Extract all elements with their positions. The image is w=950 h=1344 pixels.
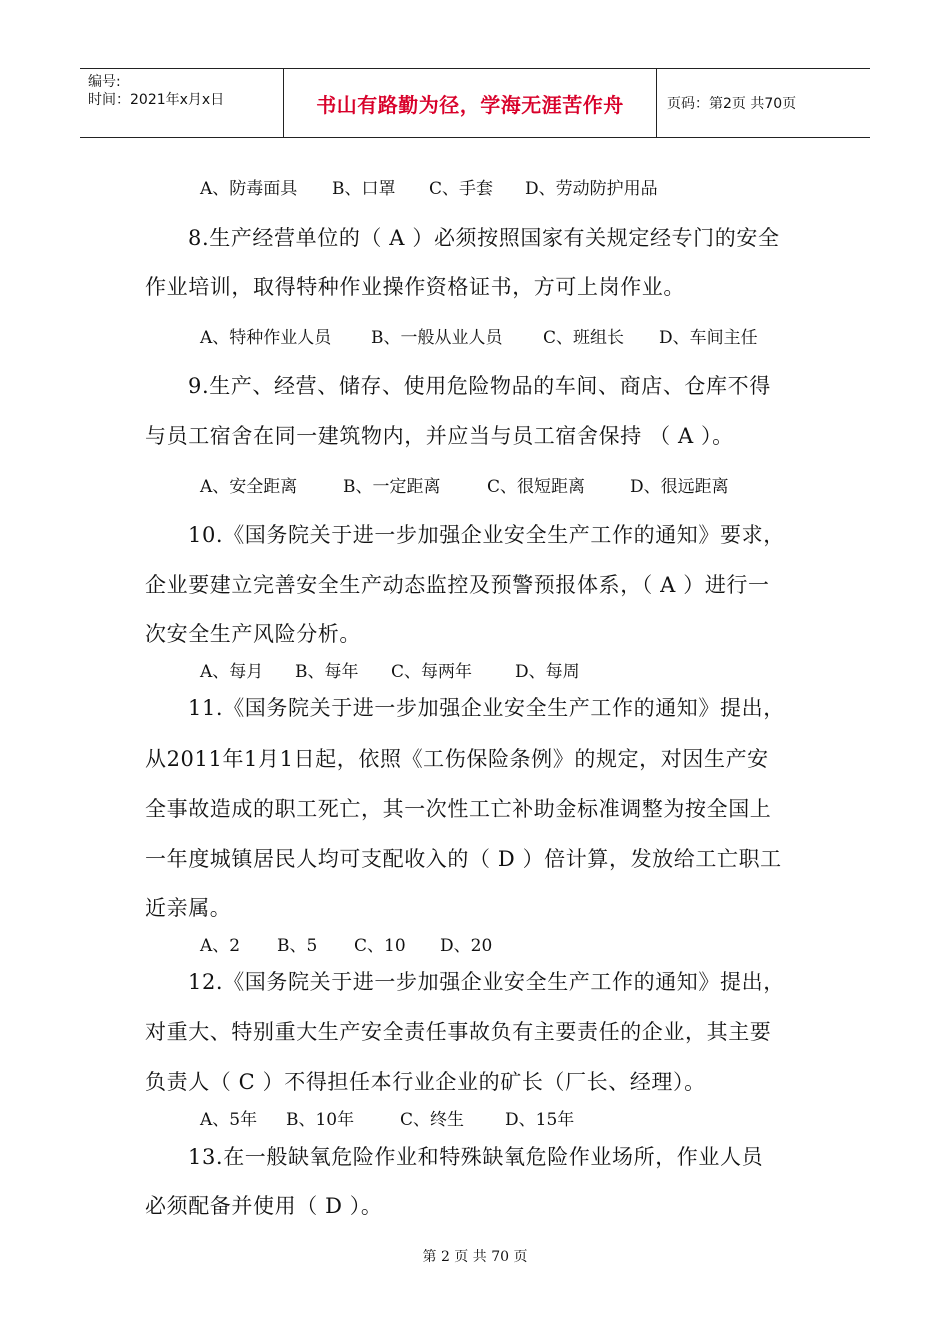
page-footer: 第 2 页 共 70 页 <box>422 1249 528 1265</box>
q13-line-2: 必须配备并使用（ D ）。 <box>145 1194 383 1218</box>
q12-options <box>200 1105 574 1130</box>
option-d: D、劳动防护用品 <box>525 179 658 199</box>
q11-line-4: 一年度城镇居民人均可支配收入的（ D ）倍计算，发放给工亡职工 <box>145 847 782 871</box>
q7-options <box>200 174 658 199</box>
motto: 书山有路勤为径，学海无涯苦作舟 <box>283 69 657 137</box>
header-meta <box>80 69 283 137</box>
q9-options <box>200 472 729 497</box>
option-c: C、班组长 <box>543 328 625 348</box>
option-c: C、10 <box>354 936 406 956</box>
option-a: A、安全距离 <box>200 477 298 497</box>
q13-line-1: 13.在一般缺氧危险作业和特殊缺氧危险作业场所，作业人员 <box>188 1145 764 1169</box>
q12-line-2: 对重大、特别重大生产安全责任事故负有主要责任的企业，其主要 <box>145 1020 772 1044</box>
option-d: D、很远距离 <box>630 477 729 497</box>
option-d: D、15年 <box>505 1110 575 1130</box>
q12-line-1: 12.《国务院关于进一步加强企业安全生产工作的通知》提出， <box>188 970 785 994</box>
q8-line-2: 作业培训，取得特种作业操作资格证书，方可上岗作业。 <box>145 275 685 299</box>
q10-line-1: 10.《国务院关于进一步加强企业安全生产工作的通知》要求， <box>188 523 785 547</box>
q9-line-2: 与员工宿舍在同一建筑物内，并应当与员工宿舍保持 （ A ）。 <box>145 424 734 448</box>
q11-options <box>200 931 492 956</box>
q11-line-3: 全事故造成的职工死亡，其一次性工亡补助金标准调整为按全国上 <box>145 797 772 821</box>
option-c: C、手套 <box>429 179 494 199</box>
option-a: A、5年 <box>200 1110 258 1130</box>
option-b: B、5 <box>277 936 318 956</box>
option-c: C、终生 <box>400 1110 465 1130</box>
option-b: B、口罩 <box>332 179 396 199</box>
q8-options <box>200 323 758 348</box>
q11-line-5: 近亲属。 <box>145 896 232 920</box>
option-a: A、防毒面具 <box>200 179 298 199</box>
option-d: D、20 <box>440 936 493 956</box>
q10-line-3: 次安全生产风险分析。 <box>145 622 361 646</box>
option-b: B、一般从业人员 <box>371 328 503 348</box>
option-b: B、10年 <box>286 1110 355 1130</box>
q11-line-2: 从2011年1月1日起，依照《工伤保险条例》的规定，对因生产安 <box>145 747 769 771</box>
page-header <box>80 68 870 138</box>
q9-line-1: 9.生产、经营、储存、使用危险物品的车间、商店、仓库不得 <box>188 374 771 398</box>
page-info: 页码：第2页 共70页 <box>667 96 797 112</box>
q10-options <box>200 657 580 682</box>
option-d: D、车间主任 <box>659 328 758 348</box>
q8-line-1: 8.生产经营单位的（ A ）必须按照国家有关规定经专门的安全 <box>188 226 780 250</box>
option-c: C、很短距离 <box>487 477 586 497</box>
q11-line-1: 11.《国务院关于进一步加强企业安全生产工作的通知》提出， <box>188 696 785 720</box>
option-d: D、每周 <box>515 662 580 682</box>
time-label: 时间：2021年x月x日 <box>88 92 225 108</box>
option-b: B、每年 <box>295 662 359 682</box>
q12-line-3: 负责人（ C ）不得担任本行业企业的矿长（厂长、经理）。 <box>145 1070 706 1094</box>
option-b: B、一定距离 <box>343 477 441 497</box>
q10-line-2: 企业要建立完善安全生产动态监控及预警预报体系，（ A ）进行一 <box>145 573 770 597</box>
option-a: A、每月 <box>200 662 264 682</box>
number-label: 编号: <box>88 74 121 90</box>
option-c: C、每两年 <box>391 662 473 682</box>
option-a: A、特种作业人员 <box>200 328 332 348</box>
option-a: A、2 <box>200 936 241 956</box>
